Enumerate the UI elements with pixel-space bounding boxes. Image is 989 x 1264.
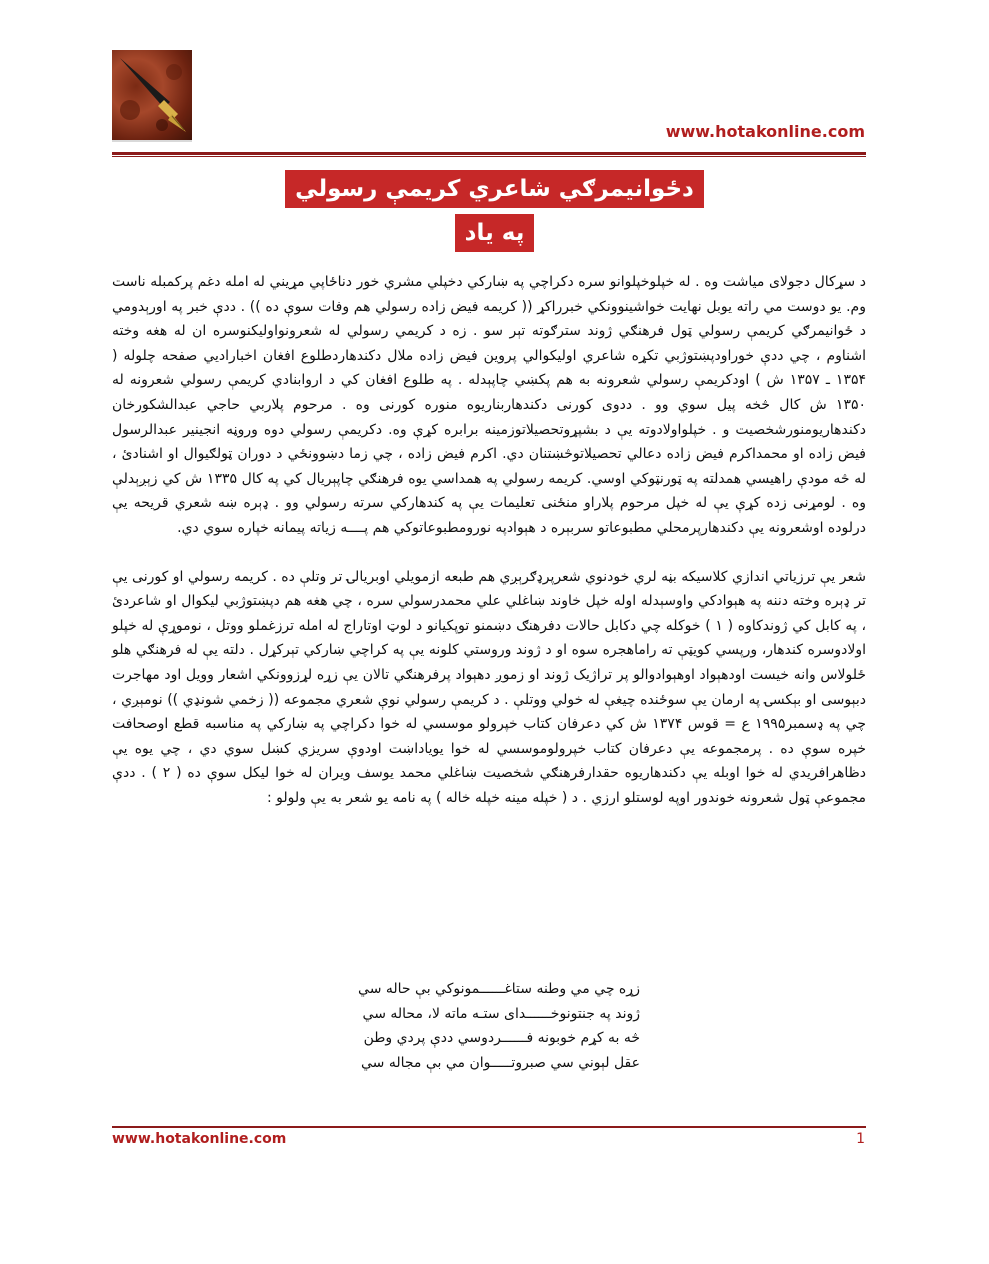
poem-block <box>330 977 640 1075</box>
title-line-2-wrap <box>0 214 989 252</box>
poem-line-2: ژوند په جنتونوخــــــداى ستـه ماته لا، محاله سي <box>362 1005 640 1022</box>
document-title-line-2: په ياد <box>455 214 535 252</box>
logo <box>112 50 192 142</box>
poem-line-4: عقل لېوني سي صبروتـــــوان مي بې مجاله سي <box>361 1054 640 1071</box>
document-title-line-1: دځوانيمرګي شاعري کريمې رسولي <box>285 170 704 208</box>
title-line-1-wrap <box>0 170 989 208</box>
poem-line-3: څه به کړم خوبونه فــــــردوسي ددې پردي وطن <box>363 1030 640 1046</box>
page-number: 1 <box>856 1131 865 1147</box>
header-divider-thin <box>112 156 866 157</box>
footer-divider <box>112 1126 866 1128</box>
article-body <box>112 270 866 810</box>
pen-nib-icon <box>112 50 192 140</box>
paragraph-1: د سړکال دجولای میاشت وه . له خپلوخپلوانو سره دکراچي په ښارکي دخپلي مشري خور دناځاپي مړيني له امله دغم پرکمبله ناست وم. يو دوست مي راته يوبل نهايت خواشينوونکي خبرراکړ (( کريمه فيض زاده رسولي هم وفات سوې ده )) . ددې خبر په اورېدومي د ځوانيمرګي کريمې رسولي ټول فرهنګي ژوند سترګوته تېر سو . زه د کريمي رسولي له شعرونواوليکنوسره ان له هغه وخته اشناوم ، چي ددې خوراودپښتوژبي تکړه شاعري اوليکوالي پروين فيض زاده ملال دکندهاردطلوع افغان اخباراديي صفحه چلوله ( ۱۳۵۴ ـ ۱۳۵۷ ش ) اودکريمې رسولي شعرونه به هم پکښي چاپېدله . په طلوع افغان کي د اروابنادي کريمې رسولي شعرونه له ۱۳۵۰ ش کال څخه پيل سوي وو . ددوی کورنی دکندهاربناريوه منوره کورنی وه . مرحوم پلاربي حاجي عبدالشکورخان دکندهاريومنورشخصيت و . خپلواولادوته يې د بشپړوتحصيلاتوزمينه برابره کړې وه. دکريمې رسولي دوه وروڼه انجينير عبدالرسول فيض زاده او محمداکرم فيض زاده دعالي تحصيلاتوڅښتنان دي. اکرم فيض زاده ، چي زما دښوونځي د دوران ټولګيوال او اشنادئ ، له څه مودې راهيسي همدلته په ټورنټوکي اوسي. کريمه رسولي په همداسي يوه فرهنګي چاپېريال کي په کال ۱۳۳۵ ش کي زېږېدلې وه . لومړنی زده کړې يې له خپل مرحوم پلاراو منځنی تعليمات يې په کندهارکي سرته رسولي وو . ډېره ښه شعري قريحه يې درلوده اوشعرونه يې دکندهارپرمحلي مطبوعاتو سربېره د هېوادپه نورومطبوعاتوکي هم پــــه زياته پيمانه خپاره سوي دي. <box>112 274 866 536</box>
paragraph-2: شعر يې ترزياتي اندازي کلاسيکه بڼه لري خودنوي شعرپرډګرېږي هم طبعه ازمويلي اوبريالۍ تر وتلې ده . کريمه رسولي او کورنی يې تر ډېره وخته دننه په هېوادکي واوسېدله اوله خپل خاوند ښاغلي علي محمدرسولي سره ، چي هغه هم دپښتوژبي ليکوال او شاعردئ ، په کابل کي ژوندکاوه ( ۱ ) خوکله چي دکابل حالات دفرهنګ دښمنو توپکيانو د لوټ اوتاراج له امله ترزغملو ووتل ، نوموړې له خپلو اولادوسره کندهار، ورپسي کويټې ته راماهجره سوه او د ژوند وروستي کلونه يې په کراچي ښارکي تېرکړل . دلته يې له فرهنګي هلو ځلولاس وانه خيست اودهېواد اوهېوادوالو پر تراژيک ژوند او زموږ دهېواد پرفرهنګي تالان يې زړه لړزوونکي اشعار وويل اود مهاجرت دبېوسی او بېکسۍ په ارمان يې سوځنده چيغې له خولي ووتلې . د کريمې رسولي نوې شعري مجموعه (( زخمي شونډي )) نومېږي ، چي په ډسمبر۱۹۹۵ ع = قوس ۱۳۷۴ ش کي دعرفان کتاب خپرولو موسسي له خوا دکراچي په ښارکي په مناسبه قطع اوصحافت خپره سوې ده . پرمجموعه يې دعرفان کتاب خپرولوموسسي له خوا يوياداښت اودوې سريزي کښل سوي دي ، چي يوه يې دظاهرافريدي له خوا اوبله يې دکندهاريوه حقدارفرهنګي شخصيت ښاغلي محمد يوسف ويران له خوا ليکل سوې ده ( ۲ ) . ددې مجموعې ټول شعرونه خوندور اوپه لوستلو ارزي . د ( خپله مينه خپله خاله ) په نامه يو شعر به يې ولولو : <box>112 568 867 806</box>
header-divider <box>112 152 866 155</box>
poem-line-1: زړه چي مي وطنه ستاغــــــمونوکي بې حاله سي <box>358 981 640 997</box>
header-website-link[interactable]: www.hotakonline.com <box>665 122 865 141</box>
footer-website-link[interactable]: www.hotakonline.com <box>112 1131 287 1147</box>
